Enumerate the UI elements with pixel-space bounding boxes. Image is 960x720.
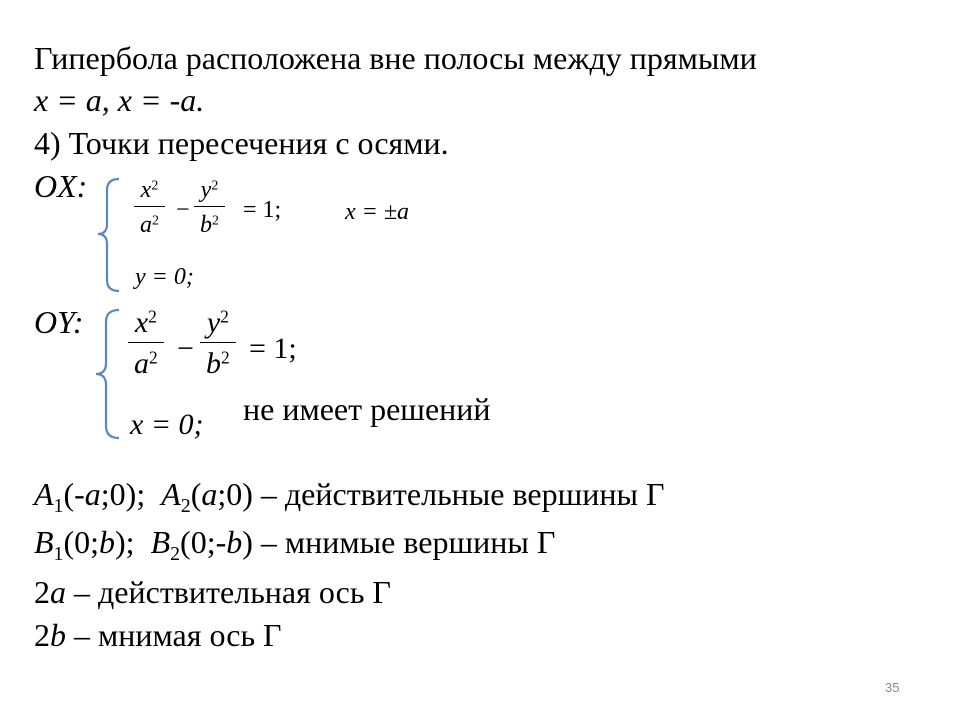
b1-close: ); — [115, 524, 135, 560]
b2-letter: B — [150, 524, 171, 560]
oy-minus: − — [177, 332, 194, 365]
text-line-2 — [34, 82, 204, 118]
oy-rhs: = 1; — [249, 332, 297, 365]
oy-num2: y — [206, 306, 221, 339]
b1-letter: B — [34, 524, 54, 560]
imag-axis-desc: – мнимая ось Г — [66, 617, 282, 653]
b2-close: ) — [242, 524, 253, 560]
ox-den2-sup: 2 — [212, 213, 219, 229]
oy-label: OY: — [34, 304, 84, 340]
a2-letter: A — [161, 476, 181, 512]
ox-den2: b — [200, 212, 212, 238]
oy-num1: x — [134, 306, 149, 339]
ox-brace-icon — [95, 176, 123, 294]
oy-num1-sup: 2 — [148, 306, 157, 327]
real-axis-desc: – действительная ось Г — [66, 574, 391, 610]
real-axis-prefix: 2 — [34, 574, 50, 610]
oy-den1: a — [134, 347, 149, 380]
b2-open: (0;- — [180, 524, 227, 560]
ox-den1-sup: 2 — [152, 213, 159, 229]
a2-close: ;0) — [217, 476, 253, 512]
ox-num1-sup: 2 — [151, 178, 159, 194]
ox-frac-y2-b2 — [194, 178, 225, 237]
imag-vertices-line — [34, 524, 556, 565]
ox-num1: x — [140, 177, 152, 203]
a1-var: a — [84, 476, 101, 512]
oy-frac-x2-a2 — [128, 308, 164, 379]
imag-axis-var: b — [50, 617, 66, 653]
a2-sub: 2 — [180, 494, 191, 517]
ox-frac-x2-a2 — [134, 178, 165, 237]
text-line-1: Гипербола расположена вне полосы между прямыми — [34, 40, 757, 76]
text-line-3: 4) Точки пересечения с осями. — [34, 125, 449, 161]
real-axis-var: a — [50, 574, 66, 610]
ox-den1: a — [140, 212, 152, 238]
oy-num2-sup: 2 — [220, 306, 229, 327]
a1-letter: A — [34, 476, 54, 512]
line2-text: x = a, x = -a. — [34, 82, 205, 118]
b2-var: b — [226, 524, 243, 560]
ox-solution: x = ±a — [345, 199, 410, 225]
page-number: 35 — [885, 680, 900, 695]
real-vertices-line — [34, 476, 665, 517]
oy-den2: b — [206, 347, 221, 380]
imag-axis-prefix: 2 — [34, 617, 50, 653]
ox-num2: y — [200, 177, 212, 203]
oy-brace-icon — [93, 307, 123, 441]
real-axis-line — [34, 574, 391, 610]
a1-open: (- — [63, 476, 85, 512]
a2-var: a — [201, 476, 218, 512]
ox-num2-sup: 2 — [211, 178, 219, 194]
real-vertices-desc: – действительные вершины Г — [252, 476, 665, 512]
b1-var: b — [99, 524, 116, 560]
imag-vertices-desc: – мнимые вершины Г — [252, 524, 556, 560]
oy-equation-2: x = 0; — [130, 408, 204, 441]
ox-equation-2: y = 0; — [135, 264, 194, 290]
b1-open: (0; — [63, 524, 100, 560]
ox-label: OX: — [34, 168, 88, 204]
a2-open: ( — [190, 476, 202, 512]
oy-frac-y2-b2 — [200, 308, 236, 379]
a1-sub: 1 — [53, 494, 64, 517]
no-solutions-note: не имеет решений — [243, 391, 491, 427]
b2-sub: 2 — [170, 542, 181, 565]
ox-rhs: = 1; — [243, 197, 282, 223]
oy-den1-sup: 2 — [149, 347, 158, 368]
oy-den2-sup: 2 — [221, 347, 230, 368]
imag-axis-line — [34, 617, 282, 653]
ox-minus: − — [176, 197, 190, 223]
a1-close: ;0); — [100, 476, 146, 512]
b1-sub: 1 — [53, 542, 64, 565]
